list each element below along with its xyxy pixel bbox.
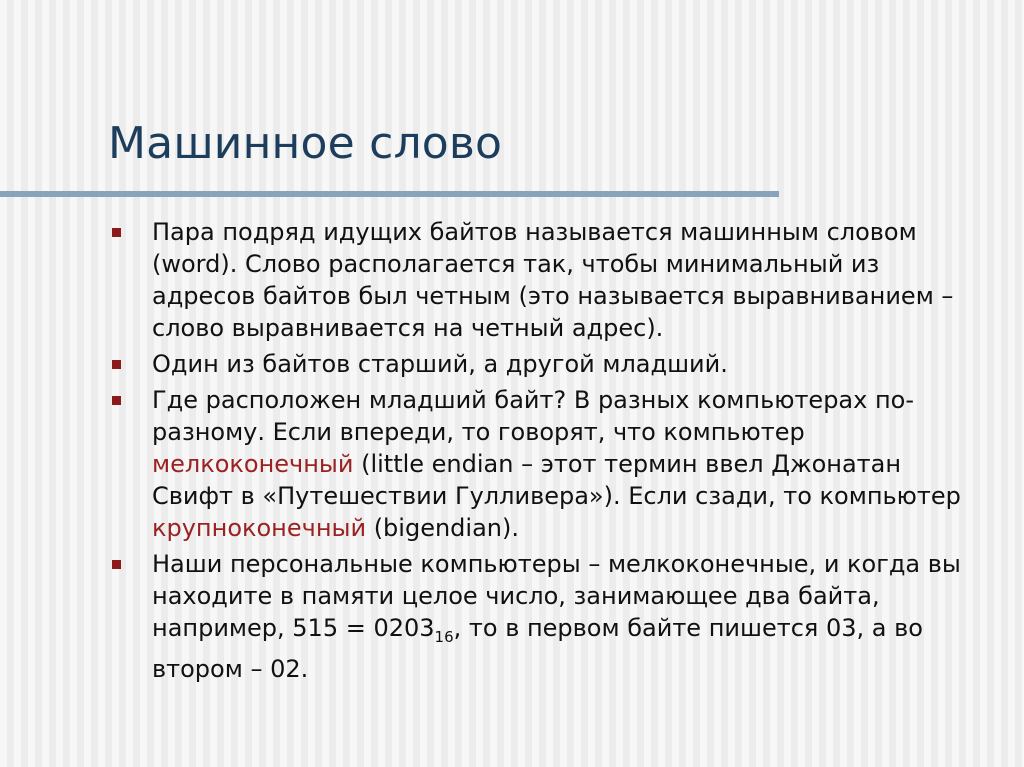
bullet-text-part: Где расположен младший байт? В разных компьютерах по-разному. Если впереди, то говорят, что компьютер	[152, 386, 914, 446]
square-bullet-icon	[112, 228, 121, 237]
bullet-text-part: , то в первом байте пишется 03, а во втором – 02.	[152, 614, 923, 683]
title-divider	[0, 191, 779, 197]
bullet-item-word-definition	[110, 216, 980, 344]
slide-title: Машинное слово	[108, 118, 503, 169]
term-big-endian: крупноконечный	[152, 514, 367, 542]
term-little-endian: мелкоконечный	[152, 450, 354, 478]
bullet-text: Пара подряд идущих байтов называется машинным словом (word). Слово располагается так, чтобы минимальный из адресов байтов был четным (это называется выравниванием – слово выравнивается на четный адрес).	[152, 218, 954, 342]
bullet-item-pc-example	[110, 548, 980, 685]
square-bullet-icon	[112, 360, 121, 369]
square-bullet-icon	[112, 560, 121, 569]
bullet-item-endianness	[110, 384, 980, 544]
bullet-item-high-low-byte	[110, 348, 980, 380]
bullet-text-part: (little endian – этот термин ввел Джонатан Свифт в «Путешествии Гулливера»). Если сзади, то компьютер	[152, 450, 961, 510]
bullet-text-part: Наши персональные компьютеры – мелкоконечные, и когда вы находите в памяти целое число, занимающее два байта, например, 515 = 0203	[152, 550, 961, 642]
bullet-text-part: (bigendian).	[366, 514, 519, 542]
bullet-text: Один из байтов старший, а другой младший.	[152, 350, 728, 378]
square-bullet-icon	[112, 396, 121, 405]
bullet-list	[110, 216, 980, 689]
hex-subscript: 16	[434, 628, 454, 646]
